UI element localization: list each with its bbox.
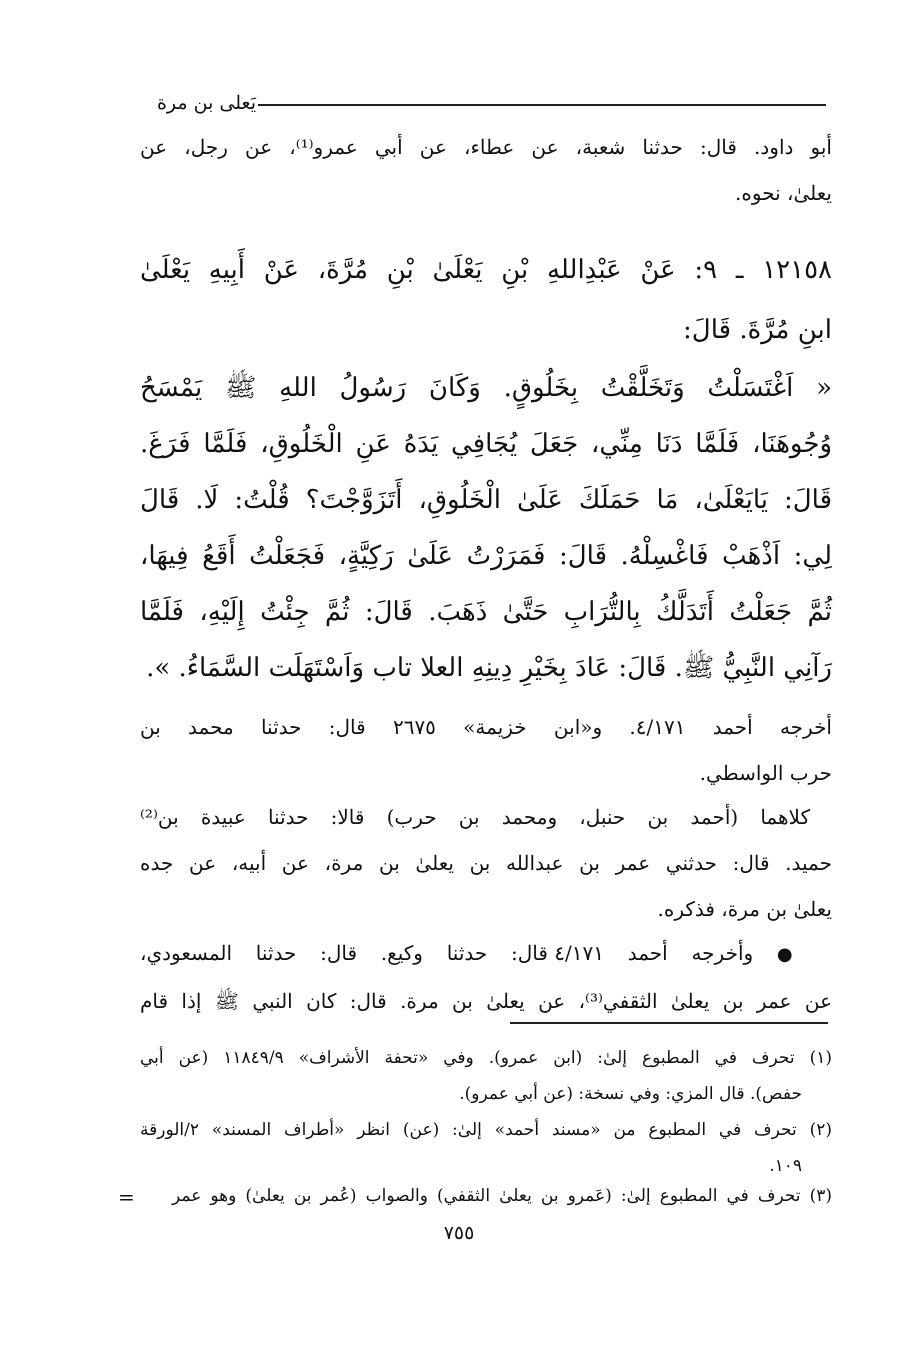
footnote-1: [140, 1040, 832, 1112]
text-line-content: وأخرجه أحمد ٤/١٧١ قال: حدثنا وكيع. قال: حدثنا المسعودي،: [140, 941, 754, 965]
footnote-2: [140, 1112, 832, 1184]
hadith-line: لِي: اَذْهَبْ فَاغْسِلْهُ. قَالَ: فَمَرَرْتُ عَلَىٰ رَكِيَّةٍ، فَجَعَلْتُ أَقَعُ فِيهَا،: [140, 541, 832, 571]
running-title: يَعلى بن مرة: [156, 92, 256, 114]
footnote-line: (٢) تحرف في المطبوع من «مسند أحمد» إلىٰ: (عن) انظر «أطراف المسند» ٢/الورقة: [140, 1120, 832, 1140]
continuation-mark: =: [118, 1185, 135, 1209]
takhrij-paragraph: [140, 794, 832, 932]
hadith-line: قَالَ: يَايَعْلَىٰ، مَا حَمَلَكَ عَلَىٰ الْخَلُوقِ، أَتَزَوَّجْتَ؟ قُلْتُ: لَا. قَالَ: [140, 485, 832, 515]
text-line: حميد. قال: حدثني عمر بن عبدالله بن يعلىٰ بن مرة، عن أبيه، عن جده: [140, 851, 832, 875]
text-line: يعلىٰ بن مرة، فذكره.: [657, 897, 832, 921]
takhrij-paragraph: [140, 704, 832, 796]
text-line: أبو داود. قال: حدثنا شعبة، عن عطاء، عن أبي عمرو⁽¹⁾، عن رجل، عن: [140, 135, 832, 159]
hadith-text: [140, 360, 832, 696]
hadith-number-line: ١٢١٥٨ ـ ٩: عَنْ عَبْدِاللهِ بْنِ يَعْلَىٰ بْنِ مُرَّةَ، عَنْ أَبِيهِ يَعْلَىٰ: [140, 255, 833, 285]
text-line: كلاهما (أحمد بن حنبل، ومحمد بن حرب) قالا: حدثنا عبيدة بن⁽²⁾: [140, 805, 810, 829]
hadith-line: « اَغْتَسَلْتُ وَتَخَلَّقْتُ بِخَلُوقٍ. وَكَانَ رَسُولُ اللهِ ﷺ يَمْسَحُ: [140, 373, 832, 403]
page-number: ٧٥٥: [443, 1222, 475, 1244]
hadith-heading: [140, 240, 832, 360]
bullet-icon: ●: [776, 944, 810, 965]
hadith-line: ثُمَّ جَعَلْتُ أَتَدَلَّكُ بِالتُّرَابِ حَتَّىٰ ذَهَبَ. قَالَ: ثُمَّ جِئْتُ إِلَيْهِ، فَلَمَّا: [140, 597, 832, 627]
text-line: ابنِ مُرَّةَ. قَالَ:: [683, 315, 832, 345]
text-line: حرب الواسطي.: [699, 761, 832, 785]
text-line: عن عمر بن يعلىٰ الثقفي⁽³⁾، عن يعلىٰ بن مرة. قال: كان النبي ﷺ إذا قام: [140, 989, 832, 1013]
text-line: [140, 930, 832, 978]
text-line: يعلىٰ، نحوه.: [735, 181, 832, 205]
header-rule: [258, 104, 826, 106]
footnote-line: ١٠٩.: [769, 1156, 802, 1176]
footnote-line: حفص). قال المزي: وفي نسخة: (عن أبي عمرو).: [459, 1084, 802, 1104]
hadith-line: رَآنِي النَّبِيُّ ﷺ. قَالَ: عَادَ بِخَيْرِ دِينِهِ العلا تاب وَاَسْتَهَلَت السَّمَاءُ. ».: [146, 653, 832, 683]
takhrij-paragraph: [140, 930, 832, 1024]
text-line: أخرجه أحمد ٤/١٧١. و«ابن خزيمة» ٢٦٧٥ قال: حدثنا محمد بن: [140, 715, 832, 739]
footnote-3: [172, 1178, 832, 1214]
footnote-rule: [510, 1022, 828, 1024]
paragraph-isnad: [140, 124, 832, 216]
hadith-line: وُجُوهَنَا، فَلَمَّا دَنَا مِنِّي، جَعَلَ يُجَافِي يَدَهُ عَنِ الْخَلُوقِ، فَلَمَّا فَرَغَ.: [140, 429, 832, 459]
footnote-line: (٣) تحرف في المطبوع إلىٰ: (عَمرو بن يعلىٰ الثقفي) والصواب (عُمر بن يعلىٰ) وهو عمر: [172, 1186, 832, 1206]
footnote-line: (١) تحرف في المطبوع إلىٰ: (ابن عمرو). وفي «تحفة الأشراف» ١١٨٤٩/٩ (عن أبي: [140, 1048, 832, 1068]
